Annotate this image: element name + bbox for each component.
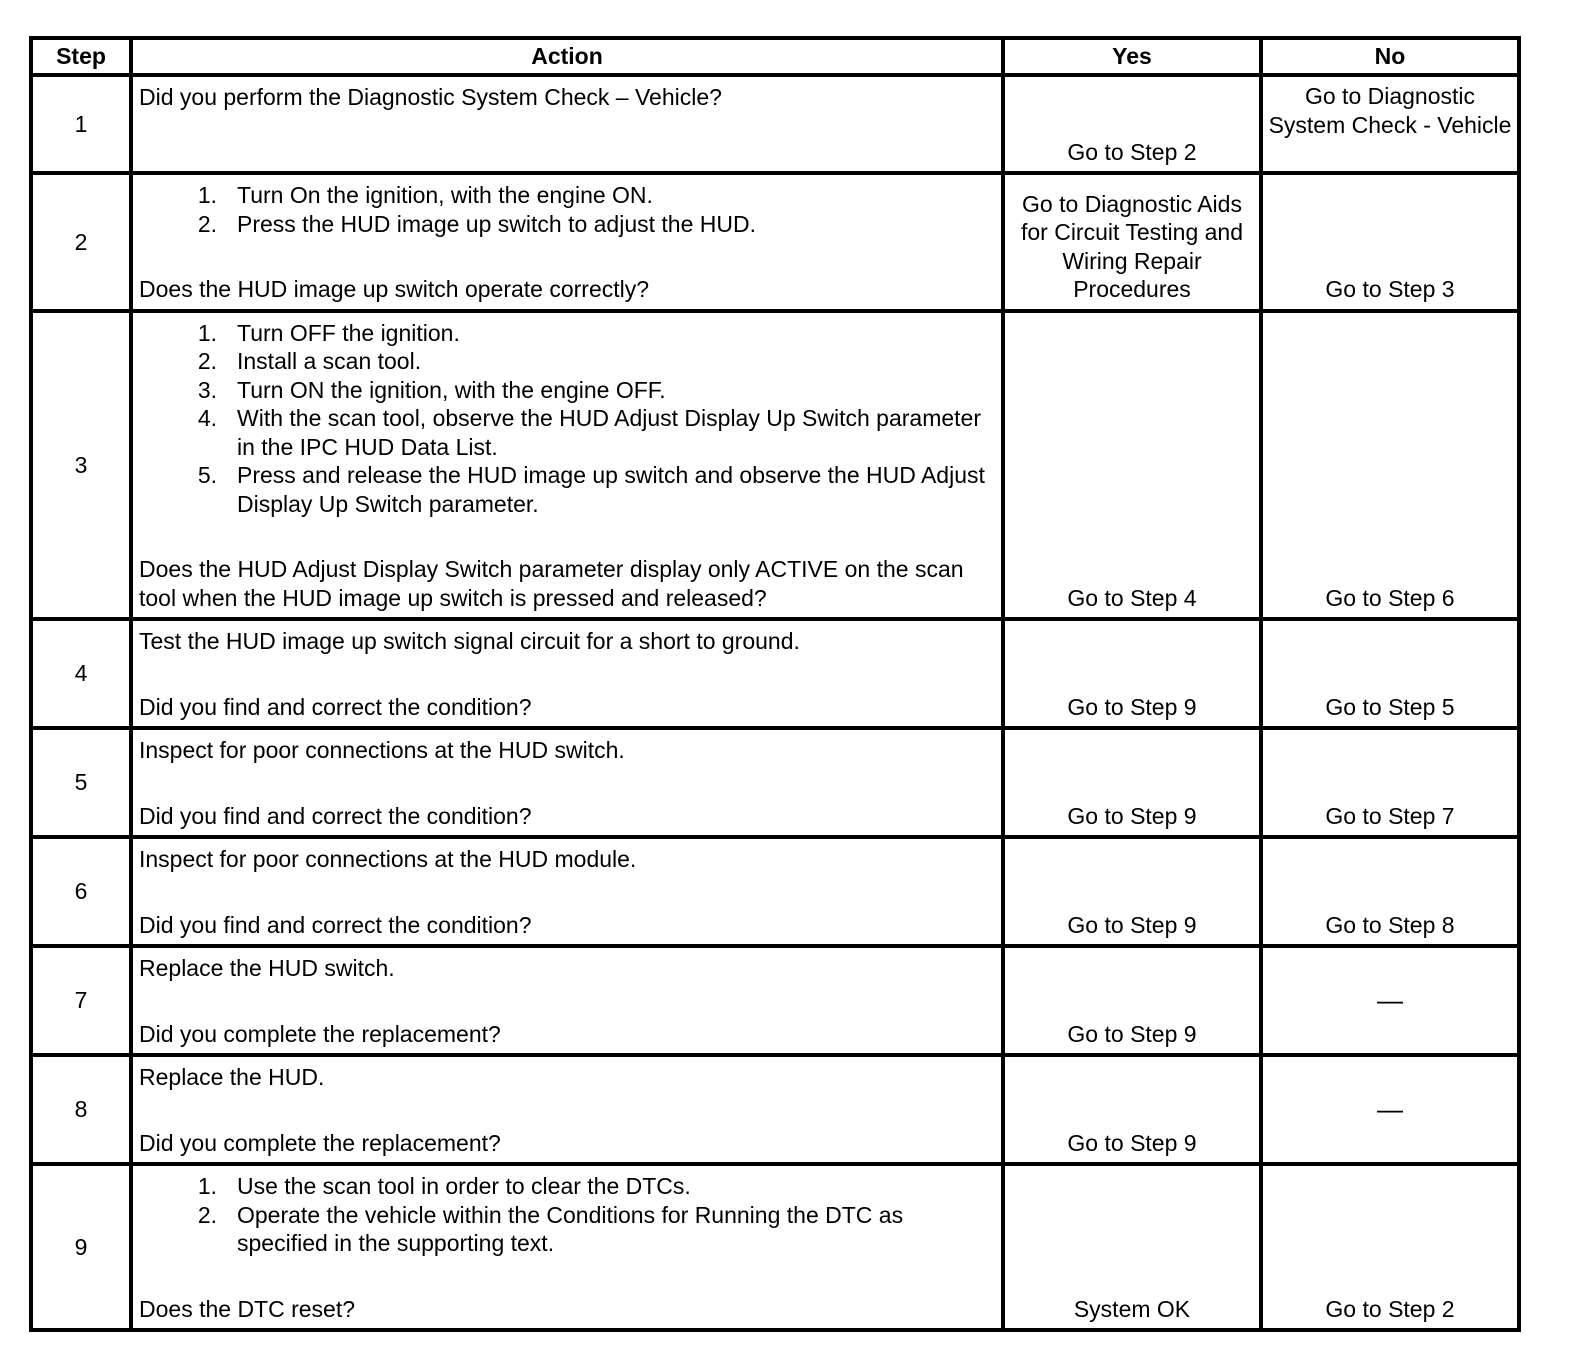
procedure-list (139, 181, 995, 238)
action-cell (131, 619, 1003, 728)
action-cell (131, 311, 1003, 620)
list-item: 3. Turn ON the ignition, with the engine OFF. (197, 376, 666, 403)
no-result: Go to Diagnostic System Check - Vehicle (1261, 75, 1519, 173)
yes-result: Go to Step 4 (1003, 311, 1261, 620)
instruction-text: Test the HUD image up switch signal circuit for a short to ground. (139, 628, 800, 654)
table-row (31, 1055, 1519, 1164)
question-text: Did you find and correct the condition? (139, 693, 532, 720)
yes-result: Go to Step 9 (1003, 728, 1261, 837)
no-result: — (1261, 946, 1519, 1055)
procedure-list (139, 319, 995, 519)
question-text: Did you find and correct the condition? (139, 802, 532, 829)
list-item: 1. Turn On the ignition, with the engine ON. (197, 182, 653, 208)
question-text: Did you complete the replacement? (139, 1129, 501, 1156)
step-number: 6 (31, 837, 131, 946)
header-action: Action (131, 38, 1003, 75)
header-row (31, 38, 1519, 75)
list-item: 5. Press and release the HUD image up switch and observe the HUD Adjust Display Up Switch parameter. (197, 462, 985, 517)
list-item: 2. Operate the vehicle within the Conditions for Running the DTC as specified in the supporting text. (197, 1201, 904, 1256)
table-row (31, 311, 1519, 620)
no-result: — (1261, 1055, 1519, 1164)
list-item: 2. Install a scan tool. (197, 348, 422, 374)
list-item: 4. With the scan tool, observe the HUD Adjust Display Up Switch parameter in the IPC HUD Data List. (197, 405, 981, 460)
header-yes: Yes (1003, 38, 1261, 75)
instruction-text: Replace the HUD switch. (139, 955, 395, 981)
yes-result: Go to Step 9 (1003, 619, 1261, 728)
instruction-text: Inspect for poor connections at the HUD module. (139, 846, 637, 872)
yes-result: Go to Step 9 (1003, 837, 1261, 946)
table-row (31, 75, 1519, 173)
question-text: Did you perform the Diagnostic System Check – Vehicle? (139, 84, 722, 110)
no-result: Go to Step 8 (1261, 837, 1519, 946)
table-row (31, 619, 1519, 728)
header-no: No (1261, 38, 1519, 75)
step-number: 7 (31, 946, 131, 1055)
question-text: Did you complete the replacement? (139, 1020, 501, 1047)
action-cell (131, 75, 1003, 173)
no-result: Go to Step 7 (1261, 728, 1519, 837)
step-number: 2 (31, 173, 131, 311)
question-text: Does the HUD image up switch operate correctly? (139, 276, 650, 302)
table-row (31, 728, 1519, 837)
list-item: 2. Press the HUD image up switch to adjust the HUD. (197, 210, 756, 237)
step-number: 8 (31, 1055, 131, 1164)
step-number: 5 (31, 728, 131, 837)
table-row (31, 1164, 1519, 1330)
diagnostic-table (29, 36, 1521, 1332)
question-text: Does the DTC reset? (139, 1295, 356, 1322)
table-row (31, 946, 1519, 1055)
action-cell (131, 837, 1003, 946)
no-result: Go to Step 2 (1261, 1164, 1519, 1330)
step-number: 1 (31, 75, 131, 173)
step-number: 4 (31, 619, 131, 728)
yes-result: Go to Step 2 (1003, 75, 1261, 173)
no-result: Go to Step 5 (1261, 619, 1519, 728)
no-result: Go to Step 3 (1261, 173, 1519, 311)
question-text: Does the HUD Adjust Display Switch parameter display only ACTIVE on the scan tool when the HUD image up switch is pressed and released? (139, 556, 964, 611)
no-result: Go to Step 6 (1261, 311, 1519, 620)
instruction-text: Inspect for poor connections at the HUD switch. (139, 737, 625, 763)
procedure-list (139, 1172, 995, 1258)
table-row (31, 837, 1519, 946)
action-cell (131, 173, 1003, 311)
yes-result: System OK (1003, 1164, 1261, 1330)
header-step: Step (31, 38, 131, 75)
list-item: 1. Use the scan tool in order to clear the DTCs. (197, 1173, 691, 1199)
question-text: Did you find and correct the condition? (139, 911, 532, 938)
action-cell (131, 1055, 1003, 1164)
action-cell (131, 1164, 1003, 1330)
yes-result: Go to Diagnostic Aids for Circuit Testing and Wiring Repair Procedures (1003, 173, 1261, 311)
action-cell (131, 946, 1003, 1055)
yes-result: Go to Step 9 (1003, 946, 1261, 1055)
yes-result: Go to Step 9 (1003, 1055, 1261, 1164)
list-item: 1. Turn OFF the ignition. (197, 319, 460, 346)
step-number: 3 (31, 311, 131, 620)
action-cell (131, 728, 1003, 837)
instruction-text: Replace the HUD. (139, 1064, 325, 1090)
table-row (31, 173, 1519, 311)
step-number: 9 (31, 1164, 131, 1330)
